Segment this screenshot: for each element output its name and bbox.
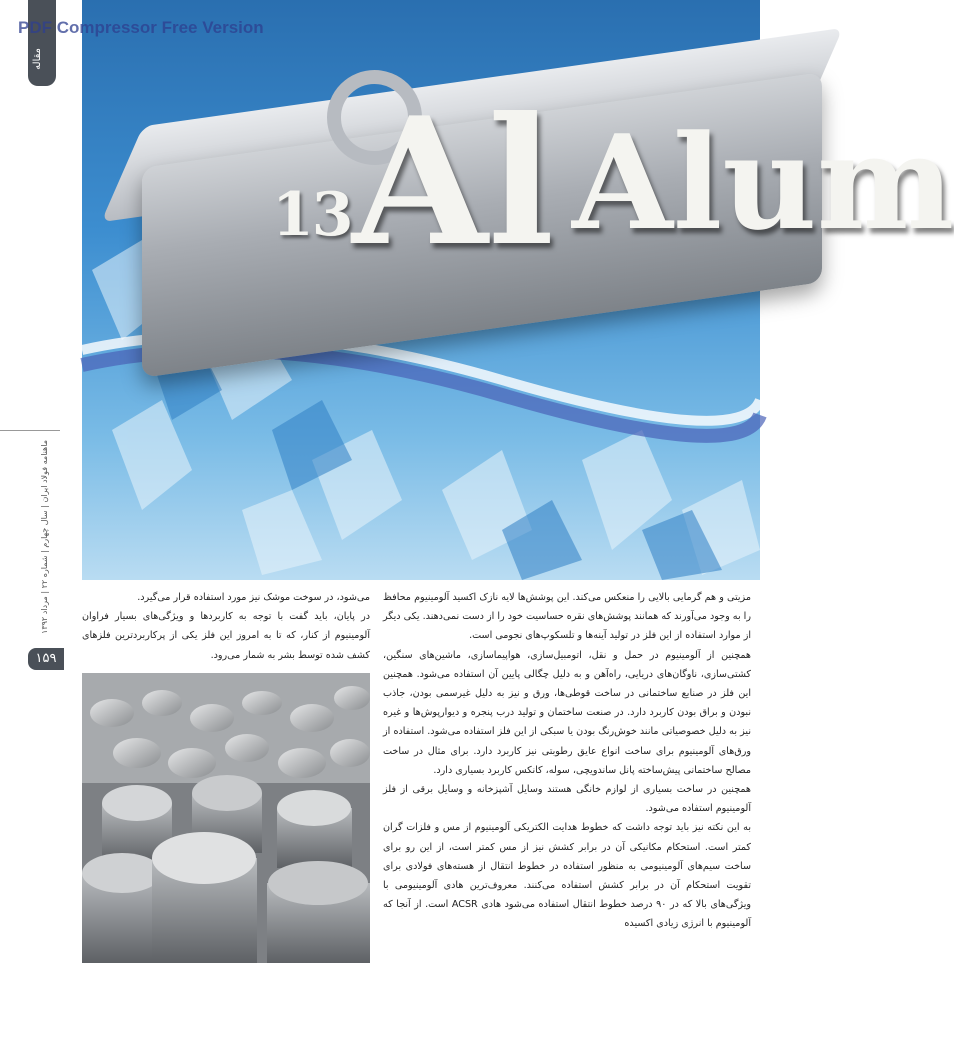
hero-image bbox=[82, 0, 954, 580]
element-symbol: Al bbox=[352, 80, 555, 285]
element-name: Alum bbox=[572, 106, 954, 259]
page-number: ۱۵۹ bbox=[28, 648, 64, 670]
atomic-number: 13 bbox=[272, 180, 352, 250]
paragraph: در پایان، باید گفت با توجه به کاربردها و ویژگی‌های بسیار فراوان آلومینیوم از کنار، که تا به امروز این فلز یکی از پرکاربردترین فلزهای کشف شده توسط بشر به شمار می‌رود. bbox=[82, 611, 370, 661]
paragraph: همچنین از آلومینیوم در حمل و نقل، اتومبیل‌سازی، هواپیماسازی، ماشین‌های سنگین، کشتی‌سازی، ناوگان‌های دریایی، راه‌آهن و به دلیل چگالی پایین آن استفاده می‌شود. همچنین این فلز در صنایع ساختمانی در ساخت قوطی‌ها، ورق و نیز به دلیل غیرسمی بودن، جاذب نبودن و براق بودن کاربرد دارد. در صنعت ساختمان و تولید درب‌ پنجره و دیوارپوش‌ها و غیره نیز به دلیل خصوصیاتی مانند خوش‌رنگ بودن یا سبکی از این فلز استفاده می‌شود. استفاده از ورق‌های آلومینیوم برای ساخت انواع عایق رطوبتی نیز کاربرد دارد. برای مثال در ساخت مصالح ساختمانی پیش‌ساخته پانل ساندویچی، سوله، کانکس کاربرد بسیاری دارد. bbox=[383, 649, 751, 776]
section-tab-label: مقاله bbox=[32, 48, 43, 70]
paragraph: همچنین در ساخت بسیاری از لوازم خانگی هستند وسایل آشپزخانه و وسایل برقی از فلز آلومینیوم استفاده می‌شود. bbox=[383, 784, 751, 815]
paragraph: مزیتی و هم گرمایی بالایی را منعکس می‌کند. این پوشش‌ها لایه نازک اکسید آلومینیوم محافظ را به وجود می‌آورند که همانند پوشش‌های نقره حساسیت خود را از دست نمی‌دهند. یکی دیگر از موارد استفاده از این فلز در تولید آینه‌ها و تلسکوپ‌های نجومی است. bbox=[383, 592, 751, 642]
paragraph: به این نکته نیز باید توجه داشت که خطوط هدایت الکتریکی آلومینیوم از مس و فلزات گران کمتر است. استحکام مکانیکی آن در برابر کشش نیز از مس کمتر است، از این رو برای ساخت سیم‌های آلومینیومی به منظور استفاده در خطوط انتقال از هسته‌های فولادی برای تقویت استحکام آن در برابر کشش استفاده می‌کنند. معروف‌ترین هادی آلومینیومی با ویژگی‌های بالا که در ۹۰ درصد خطوط انتقال استفاده می‌شود هادی ACSR است. از آنجا که آلومینیوم با انرژی زیادی اکسیده bbox=[383, 822, 752, 930]
briquettes-illustration bbox=[82, 673, 370, 963]
article-column-left bbox=[82, 588, 370, 665]
watermark: PDF Compressor Free Version bbox=[18, 18, 264, 37]
article-column-right bbox=[383, 588, 751, 934]
section-tab bbox=[28, 0, 56, 86]
paragraph: می‌شود، در سوخت موشک نیز مورد استفاده قرار می‌گیرد. bbox=[137, 592, 370, 603]
aluminium-briquettes-photo bbox=[82, 673, 370, 963]
margin-rule bbox=[0, 430, 60, 431]
journal-line: ماهنامه فولاد ایران | سال چهارم | شماره ۲۲ | مرداد ۱۳۹۲ bbox=[40, 440, 49, 634]
